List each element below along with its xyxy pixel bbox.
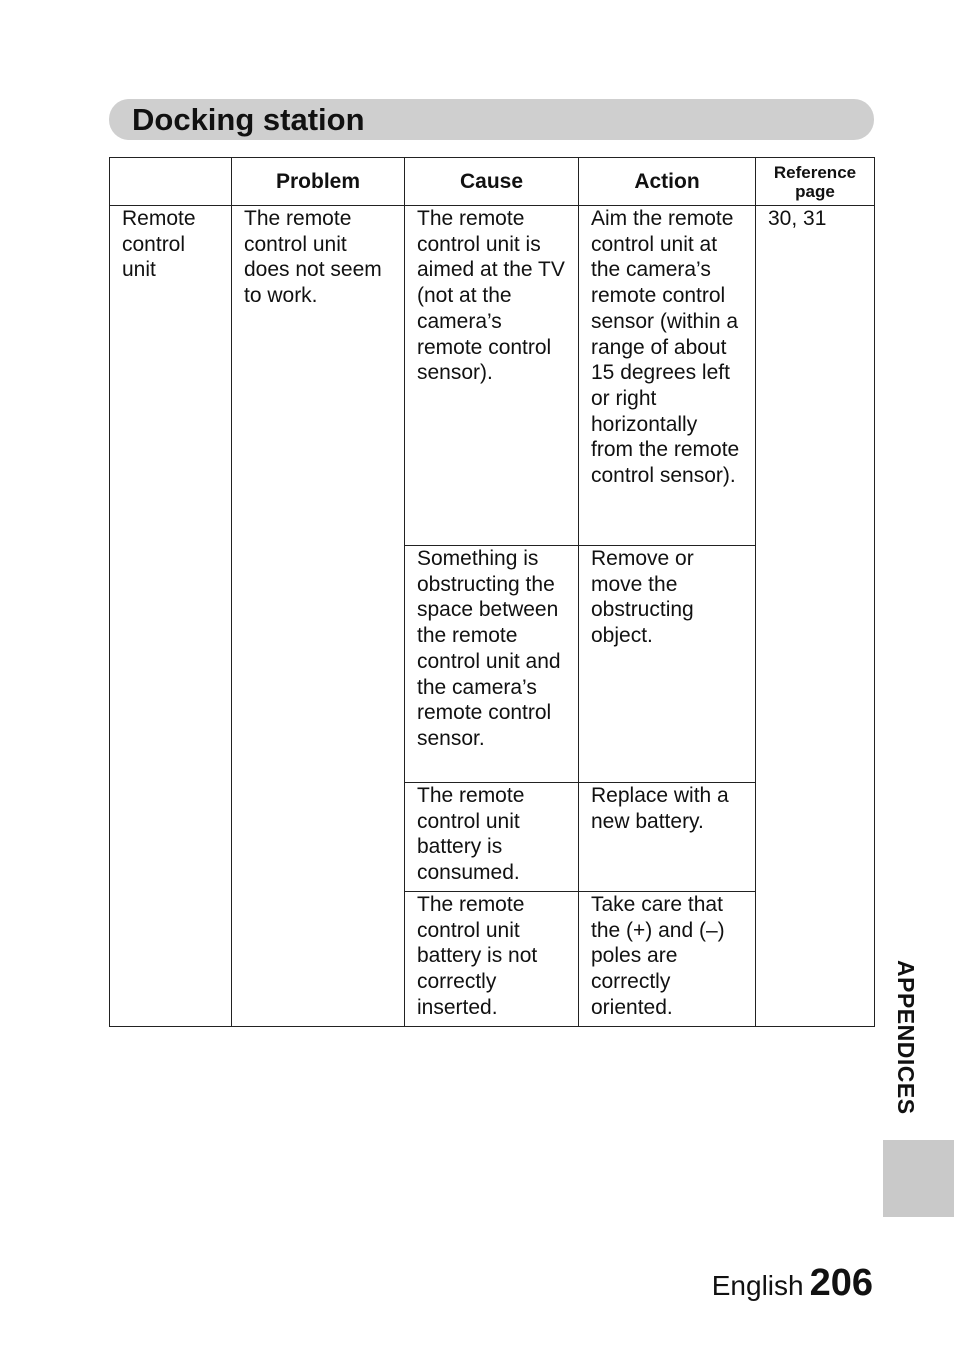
action-cell: Replace with a new battery. [579, 783, 756, 892]
page-footer [712, 1262, 873, 1305]
category-cell: Remote control unit [110, 206, 232, 1027]
header-category [110, 158, 232, 206]
action-cell: Remove or move the obstructing object. [579, 546, 756, 783]
table-header-row [110, 158, 875, 206]
page-number: 206 [809, 1262, 873, 1304]
section-header-bar [109, 99, 874, 140]
cause-cell: The remote control unit battery is not correctly inserted. [405, 892, 579, 1027]
header-action: Action [579, 158, 756, 206]
side-tab-label: APPENDICES [893, 960, 919, 1115]
header-reference-page: Reference page [756, 158, 875, 206]
table-row [110, 206, 875, 546]
cause-cell: Something is obstructing the space between the remote control unit and the camera’s remote control sensor. [405, 546, 579, 783]
troubleshooting-table [109, 157, 875, 1027]
cause-cell: The remote control unit battery is consumed. [405, 783, 579, 892]
reference-page-cell: 30, 31 [756, 206, 875, 1027]
section-title: Docking station [132, 102, 365, 137]
action-cell: Take care that the (+) and (–) poles are correctly oriented. [579, 892, 756, 1027]
header-cause: Cause [405, 158, 579, 206]
footer-language: English [711, 1270, 804, 1301]
problem-cell: The remote control unit does not seem to work. [232, 206, 405, 1027]
cause-cell: The remote control unit is aimed at the TV (not at the camera’s remote control sensor). [405, 206, 579, 546]
side-tab-marker [883, 1140, 954, 1217]
side-tab [884, 960, 928, 1135]
action-cell: Aim the remote control unit at the camera’s remote control sensor (within a range of about 15 degrees left or right horizontally from the remote control sensor). [579, 206, 756, 546]
header-problem: Problem [232, 158, 405, 206]
